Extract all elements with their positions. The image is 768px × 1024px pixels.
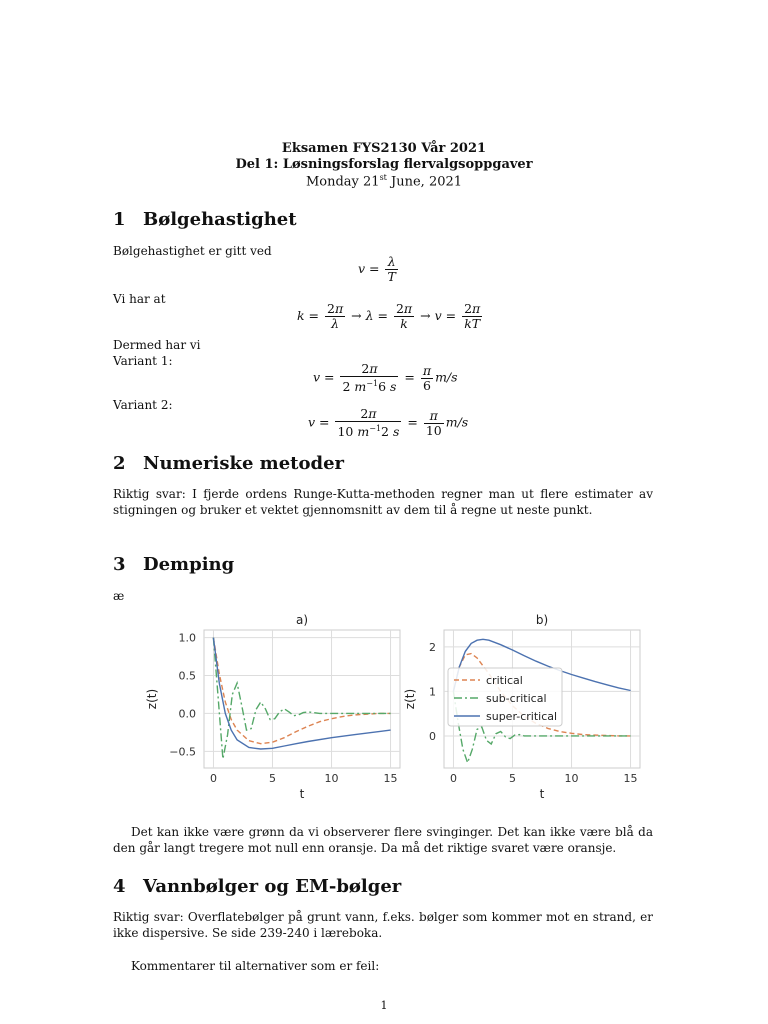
exam-subtitle: Del 1: Løsningsforslag flervalgsoppgaver xyxy=(235,157,533,172)
y-tick-label: 0 xyxy=(429,729,436,743)
y-axis-label: z(t) xyxy=(145,688,159,710)
equation-k-chain: k = $\frac{2\pi}{\lambda}$ → λ = $\frac{2\pi}{k}$ → v = $\frac{2\pi}{kT}$ xyxy=(297,301,481,331)
y-tick-label: −0.5 xyxy=(169,745,196,759)
y-tick-label: 1 xyxy=(429,685,436,699)
x-tick-label: 10 xyxy=(324,772,339,785)
y-tick-label: 0.0 xyxy=(178,707,196,721)
chart-panel-b xyxy=(403,613,640,801)
chart-panel-a xyxy=(145,613,400,801)
y-tick-label: 1.0 xyxy=(178,631,196,645)
damping-figure xyxy=(130,608,660,813)
equation-v-lambda-over-T: v = $\frac{\lambda}{T}$ xyxy=(358,254,396,284)
y-tick-label: 2 xyxy=(429,640,436,654)
page-number: 1 xyxy=(380,999,388,1012)
x-axis-label: t xyxy=(299,787,305,801)
legend-label: critical xyxy=(486,674,523,687)
chart-title: a) xyxy=(295,613,309,627)
s1-intro: Bølgehastighet er gitt ved xyxy=(113,244,272,258)
plot-area xyxy=(204,630,400,768)
section-heading-4: 4 Vannbølger og EM-bølger xyxy=(113,876,402,897)
chart-title: b) xyxy=(535,613,549,627)
exam-title: Eksamen FYS2130 Vår 2021 xyxy=(281,141,487,156)
s1-dermed: Dermed har vi xyxy=(113,338,201,352)
section-heading-1: 1 Bølgehastighet xyxy=(113,209,297,230)
s4-kommentar: Kommentarer til alternativer som er feil: xyxy=(131,959,380,973)
x-tick-label: 15 xyxy=(623,772,638,785)
x-tick-label: 15 xyxy=(383,772,398,785)
s1-vihar: Vi har at xyxy=(113,292,166,306)
s2-answer: Riktig svar: I fjerde ordens Runge-Kutta-methoden regner man ut flere estimater av stigningen og bruker et vektet gjennomsnitt av dem til å regne ut neste punkt. xyxy=(113,487,653,517)
x-tick-label: 5 xyxy=(508,772,516,785)
legend-label: sub-critical xyxy=(486,692,547,705)
section-heading-3: 3 Demping xyxy=(113,554,235,575)
x-tick-label: 0 xyxy=(449,772,457,785)
legend-label: super-critical xyxy=(486,710,558,723)
exam-date: Monday 21st June, 2021 xyxy=(305,173,463,190)
s1-variant1-label: Variant 1: xyxy=(113,354,173,368)
s4-answer: Riktig svar: Overflatebølger på grunt vann, f.eks. bølger som kommer mot en strand, er ikke dispersive. Se side 239-240 i læreboka. xyxy=(113,910,653,940)
x-tick-label: 5 xyxy=(268,772,276,785)
equation-variant-1: v = $\frac{2\pi}{2 m^{-1}6 s}$ = $\frac{\pi}{6}$ m/s xyxy=(313,361,458,395)
s1-variant2-label: Variant 2: xyxy=(113,398,173,412)
section-heading-2: 2 Numeriske metoder xyxy=(113,453,345,474)
y-tick-label: 0.5 xyxy=(178,669,196,683)
y-axis-label: z(t) xyxy=(403,688,417,710)
x-tick-label: 0 xyxy=(209,772,217,785)
x-tick-label: 10 xyxy=(564,772,579,785)
x-axis-label: t xyxy=(539,787,545,801)
equation-variant-2: v = $\frac{2\pi}{10 m^{-1}2 s}$ = $\frac{\pi}{10}$ m/s xyxy=(308,406,469,440)
s3-ae: æ xyxy=(113,589,125,603)
s3-conclusion: Det kan ikke være grønn da vi observerer flere svinginger. Det kan ikke være blå da den går langt tregere mot null enn oransje. Da må det riktige svaret være oransje. xyxy=(113,825,653,855)
